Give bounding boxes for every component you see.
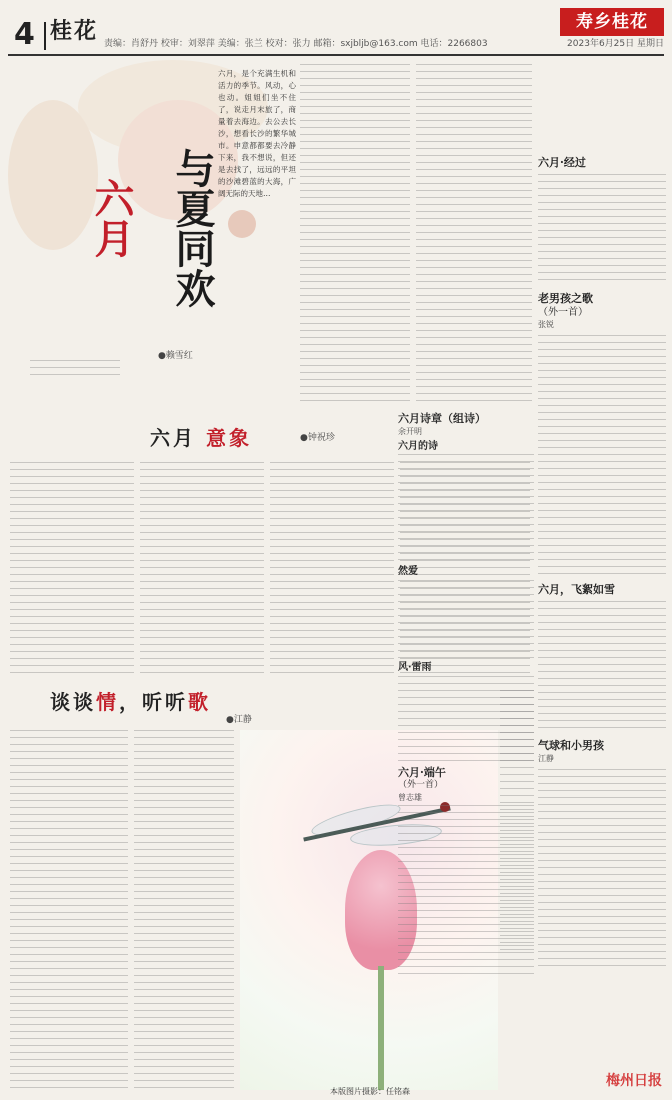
header-divider bbox=[44, 22, 46, 50]
lotus-stem bbox=[378, 966, 384, 1090]
laonanhai-author: 张锐 bbox=[538, 319, 554, 329]
brand-logo: 寿乡桂花 bbox=[560, 8, 664, 36]
lead-text-col-3 bbox=[416, 64, 532, 404]
yixiang-title bbox=[150, 428, 252, 448]
small-circle bbox=[228, 210, 256, 238]
ranyi-title: 然爱 bbox=[398, 566, 418, 578]
editor-meta: 责编：肖舒丹 校审：刘翠萍 美编：张兰 校对：张力 邮箱：sxjbljb@163.com 电话：2266803 bbox=[104, 39, 488, 49]
tantan-title bbox=[50, 692, 211, 712]
tantan-title-red2: 歌 bbox=[188, 690, 211, 714]
feixue-title: 六月，飞絮如雪 bbox=[538, 582, 615, 596]
page-header bbox=[0, 0, 672, 58]
poem-lines bbox=[538, 769, 666, 969]
yixiang-author: ●钟祝珍 bbox=[300, 433, 335, 443]
poem-lines bbox=[538, 335, 666, 575]
duanwu-title: 六月·端午 bbox=[398, 766, 446, 780]
jingguo-title: 六月·经过 bbox=[538, 156, 586, 169]
poem-lines bbox=[398, 454, 534, 564]
page-number: 4 bbox=[14, 17, 35, 52]
right-sidebar bbox=[538, 148, 666, 1092]
yixiang-col-1 bbox=[10, 462, 134, 678]
issue-date: 2023年6月25日 星期日 bbox=[567, 39, 664, 49]
poem-lines bbox=[398, 805, 534, 975]
fengqing-title: 风·雷雨 bbox=[398, 662, 432, 674]
lead-intro: 六月，是个充满生机和活力的季节。风动，心也动。姐姐们坐不住了，说走月末旅了，商量着去海边。去公去长沙，想看长沙的繁华城市。申意都都要去冷静下来，我不想说，但还是去找了，远远的平坦的沙滩碧蓝的大海，广阔无际的天地… bbox=[218, 69, 296, 198]
lead-text-tail bbox=[30, 360, 120, 380]
duanwu-author: 曾志雄 bbox=[398, 793, 422, 803]
poem-lines bbox=[398, 676, 534, 766]
tantan-author: ●江静 bbox=[226, 715, 252, 725]
lead-title-red: 六月 bbox=[88, 178, 135, 258]
header-rule bbox=[8, 54, 664, 56]
tantan-title-a: 谈谈 bbox=[50, 690, 96, 714]
duanwu-sub: （外一首） bbox=[398, 780, 444, 791]
lead-text-col-2 bbox=[300, 64, 410, 404]
shizhang-author: 余开明 bbox=[398, 427, 422, 437]
yixiang-col-3 bbox=[270, 462, 394, 678]
tantan-title-b: ，听听 bbox=[119, 690, 188, 714]
yixiang-title-red: 意象 bbox=[205, 426, 252, 450]
leaf-shape bbox=[8, 100, 98, 250]
poem-lines bbox=[538, 174, 666, 284]
laonanhai-title: 老男孩之歌 bbox=[538, 292, 593, 306]
tantan-col-1 bbox=[10, 730, 128, 1092]
shizhang-block bbox=[398, 412, 534, 975]
tantan-title-red1: 情 bbox=[96, 690, 119, 714]
footer-brand: 梅州日报 bbox=[606, 1073, 662, 1089]
photo-caption: 本版图片摄影：任铭森 bbox=[330, 1087, 410, 1096]
section-name: 桂花 bbox=[50, 19, 99, 44]
lead-title-black: 与夏同欢 bbox=[169, 148, 216, 308]
tantan-col-2 bbox=[134, 730, 234, 1092]
shizhang-title: 六月诗章（组诗） bbox=[398, 412, 486, 425]
laonanhai-sub: （外一首） bbox=[538, 306, 588, 318]
qiqiu-author: 江静 bbox=[538, 754, 554, 764]
liuyue-de-shi: 六月的诗 bbox=[398, 441, 438, 453]
qiqiu-title: 气球和小男孩 bbox=[538, 738, 604, 752]
lead-author: ●赖雪红 bbox=[158, 351, 193, 361]
poem-lines bbox=[538, 601, 666, 731]
yixiang-col-2 bbox=[140, 462, 264, 678]
yixiang-title-plain: 六月 bbox=[150, 426, 196, 450]
poem-lines bbox=[398, 580, 534, 660]
